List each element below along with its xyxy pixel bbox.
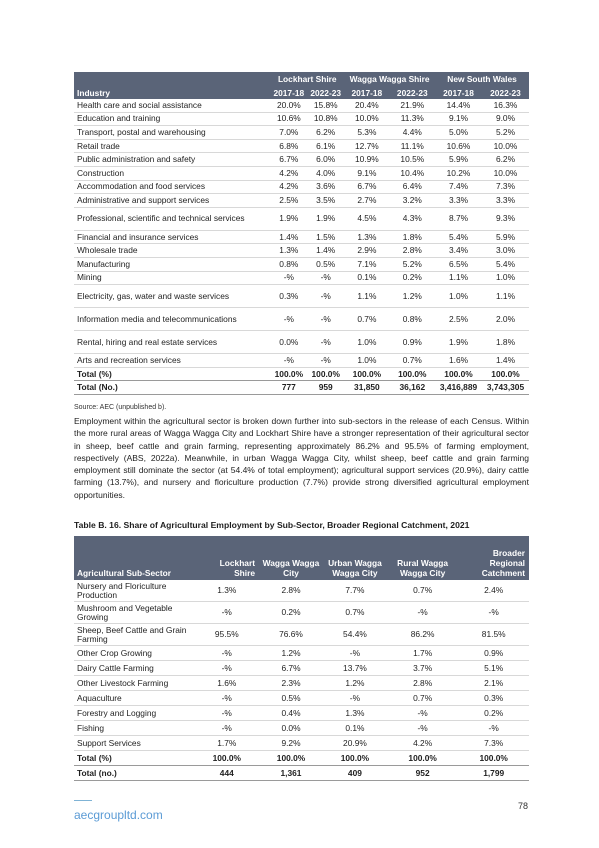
table-cell: 5.1% [458,661,529,676]
table-cell: 2.8% [387,676,458,691]
total-row [74,766,529,781]
table-cell: -% [387,706,458,721]
total-row [74,367,529,381]
table-cell: 100.0% [482,367,529,381]
table-cell: 2.7% [344,194,389,208]
table-cell: 6.4% [390,180,435,194]
column-year: 2022-23 [307,86,344,99]
row-label: Forestry and Logging [74,706,195,721]
table-row [74,721,529,736]
table-cell: 6.1% [307,139,344,153]
row-label: Sheep, Beef Cattle and Grain Farming [74,624,195,646]
table-cell: 7.7% [323,580,387,602]
row-label: Total (no.) [74,766,195,781]
row-label: Total (No.) [74,381,270,395]
table-cell: 10.8% [307,112,344,126]
table-cell: 14.4% [435,99,482,112]
table-cell: 100.0% [458,751,529,766]
table-cell: 3.5% [307,194,344,208]
table-cell: 4.3% [390,207,435,230]
row-label: Support Services [74,736,195,751]
table-cell: 0.2% [458,706,529,721]
table-cell: 10.0% [344,112,389,126]
table-cell: 10.6% [270,112,307,126]
table-cell: 1,799 [458,766,529,781]
table-cell: 0.8% [390,308,435,331]
column-header-subsector: Agricultural Sub-Sector [74,536,195,580]
table-row [74,207,529,230]
table-row [74,331,529,354]
table-cell: 20.4% [344,99,389,112]
table-cell: 3.0% [482,244,529,258]
table-cell: 8.7% [435,207,482,230]
table-cell: 100.0% [307,367,344,381]
row-label: Other Crop Growing [74,646,195,661]
table-cell: -% [195,661,259,676]
table-cell: 6.2% [482,153,529,167]
table-cell: 0.2% [390,271,435,285]
table-cell: 7.3% [458,736,529,751]
table-cell: 86.2% [387,624,458,646]
table-cell: 2.5% [270,194,307,208]
table-cell: -% [307,271,344,285]
table-cell: 16.3% [482,99,529,112]
row-label: Professional, scientific and technical services [74,207,270,230]
table-cell: 1.7% [387,646,458,661]
column-header-broader-regional: Broader Regional Catchment [458,536,529,580]
table-cell: 3.2% [390,194,435,208]
table-row [74,580,529,602]
table-cell: 2.4% [458,580,529,602]
row-label: Rental, hiring and real estate services [74,331,270,354]
footer-divider [74,800,92,801]
table-cell: 6.0% [307,153,344,167]
table-cell: 10.4% [390,166,435,180]
table-cell: 1.3% [323,706,387,721]
table-cell: 1.2% [323,676,387,691]
table-cell: 0.7% [344,308,389,331]
table-cell: 3,743,305 [482,381,529,395]
table-cell: -% [458,721,529,736]
table-row [74,244,529,258]
column-header-urban-wagga: Urban Wagga Wagga City [323,536,387,580]
row-label: Manufacturing [74,257,270,271]
row-label: Electricity, gas, water and waste services [74,285,270,308]
table-cell: 1.9% [270,207,307,230]
table-cell: 5.9% [435,153,482,167]
table-cell: -% [195,706,259,721]
table-cell: 0.5% [259,691,323,706]
table-cell: 95.5% [195,624,259,646]
table-cell: 1.8% [390,230,435,244]
table-cell: 100.0% [259,751,323,766]
table-cell: 15.8% [307,99,344,112]
table-cell: 0.7% [390,354,435,368]
industry-employment-table [74,72,529,395]
table-cell: -% [323,691,387,706]
table-cell: 10.2% [435,166,482,180]
table-cell: 777 [270,381,307,395]
table-cell: 4.2% [387,736,458,751]
table-cell: 3.3% [482,194,529,208]
table-cell: 3.4% [435,244,482,258]
table-row [74,271,529,285]
table-cell: -% [270,354,307,368]
table-cell: 444 [195,766,259,781]
table-cell: 10.0% [482,166,529,180]
table-row [74,624,529,646]
table-cell: 5.3% [344,126,389,140]
table-cell: 0.1% [323,721,387,736]
table-row [74,139,529,153]
row-label: Retail trade [74,139,270,153]
table-cell: 12.7% [344,139,389,153]
table-cell: 3,416,889 [435,381,482,395]
table-cell: 10.6% [435,139,482,153]
row-label: Other Livestock Farming [74,676,195,691]
table-cell: 4.2% [270,166,307,180]
table-cell: 0.9% [458,646,529,661]
column-group-lockhart: Lockhart Shire [270,72,344,86]
table-row [74,691,529,706]
table-cell: 0.7% [387,691,458,706]
table-cell: 21.9% [390,99,435,112]
table-cell: 6.7% [344,180,389,194]
page-number: 78 [517,801,528,811]
column-group-nsw: New South Wales [435,72,529,86]
row-label: Accommodation and food services [74,180,270,194]
table-cell: 0.3% [458,691,529,706]
table-cell: 1.2% [390,285,435,308]
total-row [74,751,529,766]
table-cell: 1.9% [435,331,482,354]
column-header-rural-wagga: Rural Wagga Wagga City [387,536,458,580]
table-cell: -% [270,308,307,331]
table-cell: 5.4% [435,230,482,244]
column-year: 2022-23 [390,86,435,99]
table-row [74,676,529,691]
table-cell: 9.1% [344,166,389,180]
table-cell: 81.5% [458,624,529,646]
table-cell: 13.7% [323,661,387,676]
row-label: Health care and social assistance [74,99,270,112]
column-header-wagga-city: Wagga Wagga City [259,536,323,580]
column-header-industry: Industry [74,72,270,99]
table-row [74,99,529,112]
table-cell: 5.9% [482,230,529,244]
table-cell: 100.0% [390,367,435,381]
table-cell: 1.2% [259,646,323,661]
table-cell: 5.4% [482,257,529,271]
table-cell: 0.7% [323,602,387,624]
table-cell: 1.4% [482,354,529,368]
table-row [74,602,529,624]
table-cell: 1.1% [435,271,482,285]
table-cell: 5.2% [482,126,529,140]
table-cell: 1.4% [270,230,307,244]
table-cell: 2.9% [344,244,389,258]
table-cell: 1.0% [344,354,389,368]
table-cell: 9.3% [482,207,529,230]
table-cell: 100.0% [270,367,307,381]
table-cell: 1,361 [259,766,323,781]
table-cell: 3.6% [307,180,344,194]
table-cell: 1.0% [344,331,389,354]
table-cell: 0.7% [387,580,458,602]
table-cell: 0.8% [270,257,307,271]
table-row [74,230,529,244]
table-cell: 100.0% [195,751,259,766]
table-cell: 5.2% [390,257,435,271]
table-cell: 4.0% [307,166,344,180]
table-caption: Table B. 16. Share of Agricultural Employment by Sub-Sector, Broader Regional Catchment, 2021 [74,520,470,530]
table-cell: 11.3% [390,112,435,126]
table-cell: -% [195,721,259,736]
table-cell: 1.7% [195,736,259,751]
table-cell: 9.1% [435,112,482,126]
table-cell: 2.5% [435,308,482,331]
table-row [74,180,529,194]
table-cell: -% [270,271,307,285]
footer-website-link[interactable]: aecgroupltd.com [74,808,163,822]
table-cell: 54.4% [323,624,387,646]
table-cell: 6.7% [259,661,323,676]
table-row [74,285,529,308]
table-cell: 1.5% [307,230,344,244]
table-cell: 7.0% [270,126,307,140]
table-cell: -% [307,308,344,331]
table-row [74,126,529,140]
table-cell: -% [307,354,344,368]
row-label: Total (%) [74,751,195,766]
table-row [74,166,529,180]
table-cell: 9.0% [482,112,529,126]
agricultural-subsector-table [74,536,529,781]
table-row [74,112,529,126]
table-cell: 1.3% [270,244,307,258]
table-cell: -% [195,691,259,706]
column-year: 2017-18 [270,86,307,99]
row-label: Fishing [74,721,195,736]
table-cell: 6.7% [270,153,307,167]
table-cell: 100.0% [435,367,482,381]
row-label: Information media and telecommunications [74,308,270,331]
table-cell: -% [307,331,344,354]
table-cell: 1.9% [307,207,344,230]
table-cell: 6.8% [270,139,307,153]
row-label: Mining [74,271,270,285]
table-cell: 1.3% [195,580,259,602]
column-group-wagga: Wagga Wagga Shire [344,72,435,86]
row-label: Financial and insurance services [74,230,270,244]
table-cell: 10.0% [482,139,529,153]
table-cell: 4.5% [344,207,389,230]
table-cell: -% [323,646,387,661]
table-cell: 1.0% [482,271,529,285]
table-row [74,153,529,167]
table-cell: 2.8% [259,580,323,602]
table-cell: 2.1% [458,676,529,691]
table-cell: 959 [307,381,344,395]
row-label: Nursery and Floriculture Production [74,580,195,602]
table-source: Source: AEC (unpublished b). [74,404,167,411]
table-cell: 76.6% [259,624,323,646]
table-cell: 0.1% [344,271,389,285]
row-label: Wholesale trade [74,244,270,258]
column-year: 2022-23 [482,86,529,99]
table-cell: 6.5% [435,257,482,271]
table-cell: 4.4% [390,126,435,140]
table-cell: 20.9% [323,736,387,751]
row-label: Aquaculture [74,691,195,706]
table-cell: 7.3% [482,180,529,194]
table-cell: -% [307,285,344,308]
body-paragraph: Employment within the agricultural sector is broken down further into sub-sectors in the release of each Census. Within the more rural areas of Wagga Wagga City and Lockhart Shire have a stronger representation of their agricultural sector in sheep, beef cattle and grain farming, representing approximately 86.2% and 95.5% of farming employment, respectively (ABS, 2022a). Meanwhile, in urban Wagga Wagga City, whilst sheep, beef cattle and grain farming employment still dominate the sector (at 54.4% of total employment); agricultural support services (20.9%), dairy cattle farming (13.7%), and nursery and floriculture production (7.7%) provide strong diversified agricultural employment opportunities. [74,416,529,500]
column-year: 2017-18 [344,86,389,99]
row-label: Education and training [74,112,270,126]
table-cell: 0.5% [307,257,344,271]
table-cell: 409 [323,766,387,781]
table-cell: 952 [387,766,458,781]
table-cell: 2.8% [390,244,435,258]
table-cell: 100.0% [387,751,458,766]
row-label: Dairy Cattle Farming [74,661,195,676]
table-cell: 10.9% [344,153,389,167]
table-cell: 100.0% [344,367,389,381]
table-cell: -% [387,602,458,624]
table-cell: 6.2% [307,126,344,140]
table-cell: 1.1% [344,285,389,308]
table-cell: 1.6% [195,676,259,691]
table-cell: 1.1% [482,285,529,308]
row-label: Arts and recreation services [74,354,270,368]
table-cell: 31,850 [344,381,389,395]
table-cell: 2.3% [259,676,323,691]
table-row [74,308,529,331]
total-row [74,381,529,395]
table-cell: -% [195,602,259,624]
table-cell: 0.9% [390,331,435,354]
table-row [74,354,529,368]
table-cell: 7.4% [435,180,482,194]
table-cell: 20.0% [270,99,307,112]
table-cell: 5.0% [435,126,482,140]
row-label: Construction [74,166,270,180]
table-cell: -% [387,721,458,736]
row-label: Administrative and support services [74,194,270,208]
table-cell: 1.3% [344,230,389,244]
table-cell: 1.8% [482,331,529,354]
table-cell: 9.2% [259,736,323,751]
row-label: Mushroom and Vegetable Growing [74,602,195,624]
table-cell: -% [195,646,259,661]
table-cell: 0.3% [270,285,307,308]
table-row [74,257,529,271]
table-cell: 2.0% [482,308,529,331]
table-cell: 3.7% [387,661,458,676]
table-row [74,736,529,751]
column-header-lockhart: Lockhart Shire [195,536,259,580]
table-row [74,194,529,208]
table-cell: 10.5% [390,153,435,167]
table-row [74,646,529,661]
table-cell: 3.3% [435,194,482,208]
table-cell: 7.1% [344,257,389,271]
column-year: 2017-18 [435,86,482,99]
row-label: Public administration and safety [74,153,270,167]
table-cell: 0.0% [270,331,307,354]
table-cell: 0.0% [259,721,323,736]
table-cell: 100.0% [323,751,387,766]
table-row [74,661,529,676]
table-cell: -% [458,602,529,624]
row-label: Transport, postal and warehousing [74,126,270,140]
table-cell: 36,162 [390,381,435,395]
table-cell: 1.0% [435,285,482,308]
table-row [74,706,529,721]
row-label: Total (%) [74,367,270,381]
table-cell: 11.1% [390,139,435,153]
table-cell: 1.4% [307,244,344,258]
table-cell: 4.2% [270,180,307,194]
table-cell: 0.4% [259,706,323,721]
table-cell: 0.2% [259,602,323,624]
table-cell: 1.6% [435,354,482,368]
